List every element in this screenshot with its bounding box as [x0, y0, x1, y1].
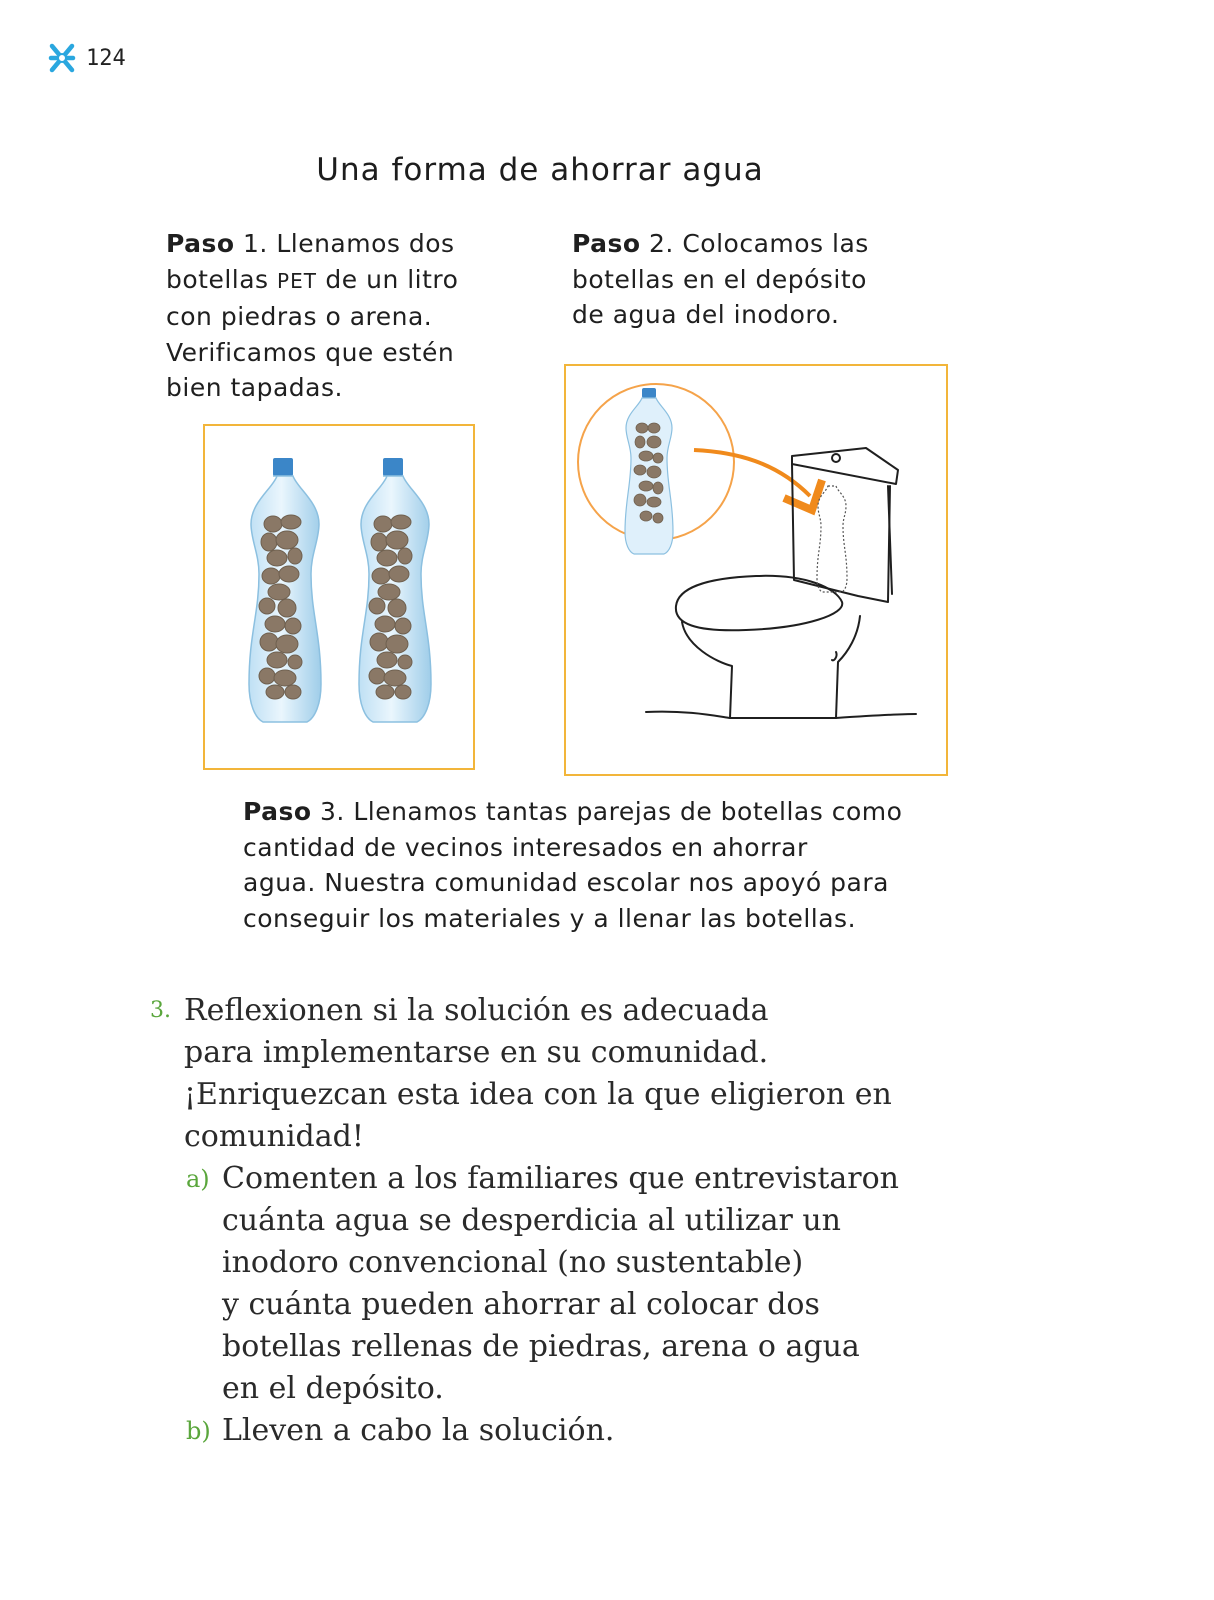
small-bottle: [625, 388, 673, 554]
activity-3: [150, 990, 950, 1452]
step-1-line: botellas: [166, 264, 278, 294]
book-logo-icon: [48, 42, 76, 74]
bottles-illustration-frame: [203, 424, 475, 770]
step-1-line: de un litro: [316, 264, 459, 294]
step-3-line: conseguir los materiales y a llenar las botellas.: [243, 903, 857, 933]
item-a-line: en el depósito.: [222, 1371, 444, 1406]
step-2-text: [572, 226, 912, 333]
step-1-line: con piedras o arena.: [166, 302, 433, 331]
step-3-line: cantidad de vecinos interesados en ahorrar: [243, 832, 808, 862]
step-1-line: bien tapadas.: [166, 373, 343, 402]
step-2-line: de agua del inodoro.: [572, 300, 840, 329]
pet-abbrev: PET: [277, 268, 317, 293]
item-a-line: botellas rellenas de piedras, arena o agua: [222, 1329, 860, 1364]
activity-item-a: [186, 1158, 950, 1410]
step-3-label: Paso: [243, 797, 312, 826]
step-1-text: [166, 226, 506, 406]
activity-line: Reflexionen si la solución es adecuada: [184, 993, 769, 1028]
step-2-number: 2.: [640, 229, 674, 258]
bottle-right: [359, 458, 431, 722]
step-1-number: 1.: [234, 229, 268, 258]
activity-line: comunidad!: [184, 1119, 364, 1154]
item-a-line: inodoro convencional (no sustentable): [222, 1245, 804, 1280]
bottles-with-stones-illustration: [205, 426, 473, 768]
item-a-mark: a): [186, 1165, 210, 1193]
item-b-line: Lleven a cabo la solución.: [222, 1413, 615, 1448]
bottle-left: [249, 458, 321, 722]
step-3-number: 3.: [311, 797, 345, 826]
item-b-mark: b): [186, 1417, 211, 1445]
step-1-label: Paso: [166, 229, 235, 258]
step-3-line: Llenamos tantas parejas de botellas como: [344, 797, 903, 826]
activity-line: para implementarse en su comunidad.: [184, 1035, 769, 1070]
toilet-with-bottle-illustration: [566, 366, 946, 774]
step-3-line: agua. Nuestra comunidad escolar nos apoyó para: [243, 868, 889, 897]
item-a-line: Comenten a los familiares que entrevistaron: [222, 1161, 899, 1196]
page-number-text: 124: [86, 45, 126, 71]
item-a-line: cuánta agua se desperdicia al utilizar un: [222, 1203, 841, 1238]
toilet-illustration-frame: [564, 364, 948, 776]
item-a-line: y cuánta pueden ahorrar al colocar dos: [222, 1287, 820, 1322]
activity-item-b: [186, 1410, 950, 1452]
step-2-line: botellas en el depósito: [572, 264, 867, 294]
step-2-line: Colocamos las: [673, 229, 869, 258]
page-number: [48, 42, 126, 74]
step-2-label: Paso: [572, 229, 641, 258]
activity-line: ¡Enriquezcan esta idea con la que eligieron en: [184, 1077, 892, 1112]
step-3-text: [243, 794, 943, 936]
page-title: Una forma de ahorrar agua: [316, 152, 764, 188]
activity-number: 3.: [150, 998, 171, 1023]
activity-3-main: [150, 990, 950, 1158]
step-1-line: Verificamos que estén: [166, 337, 455, 367]
step-1-line: Llenamos dos: [267, 229, 455, 258]
